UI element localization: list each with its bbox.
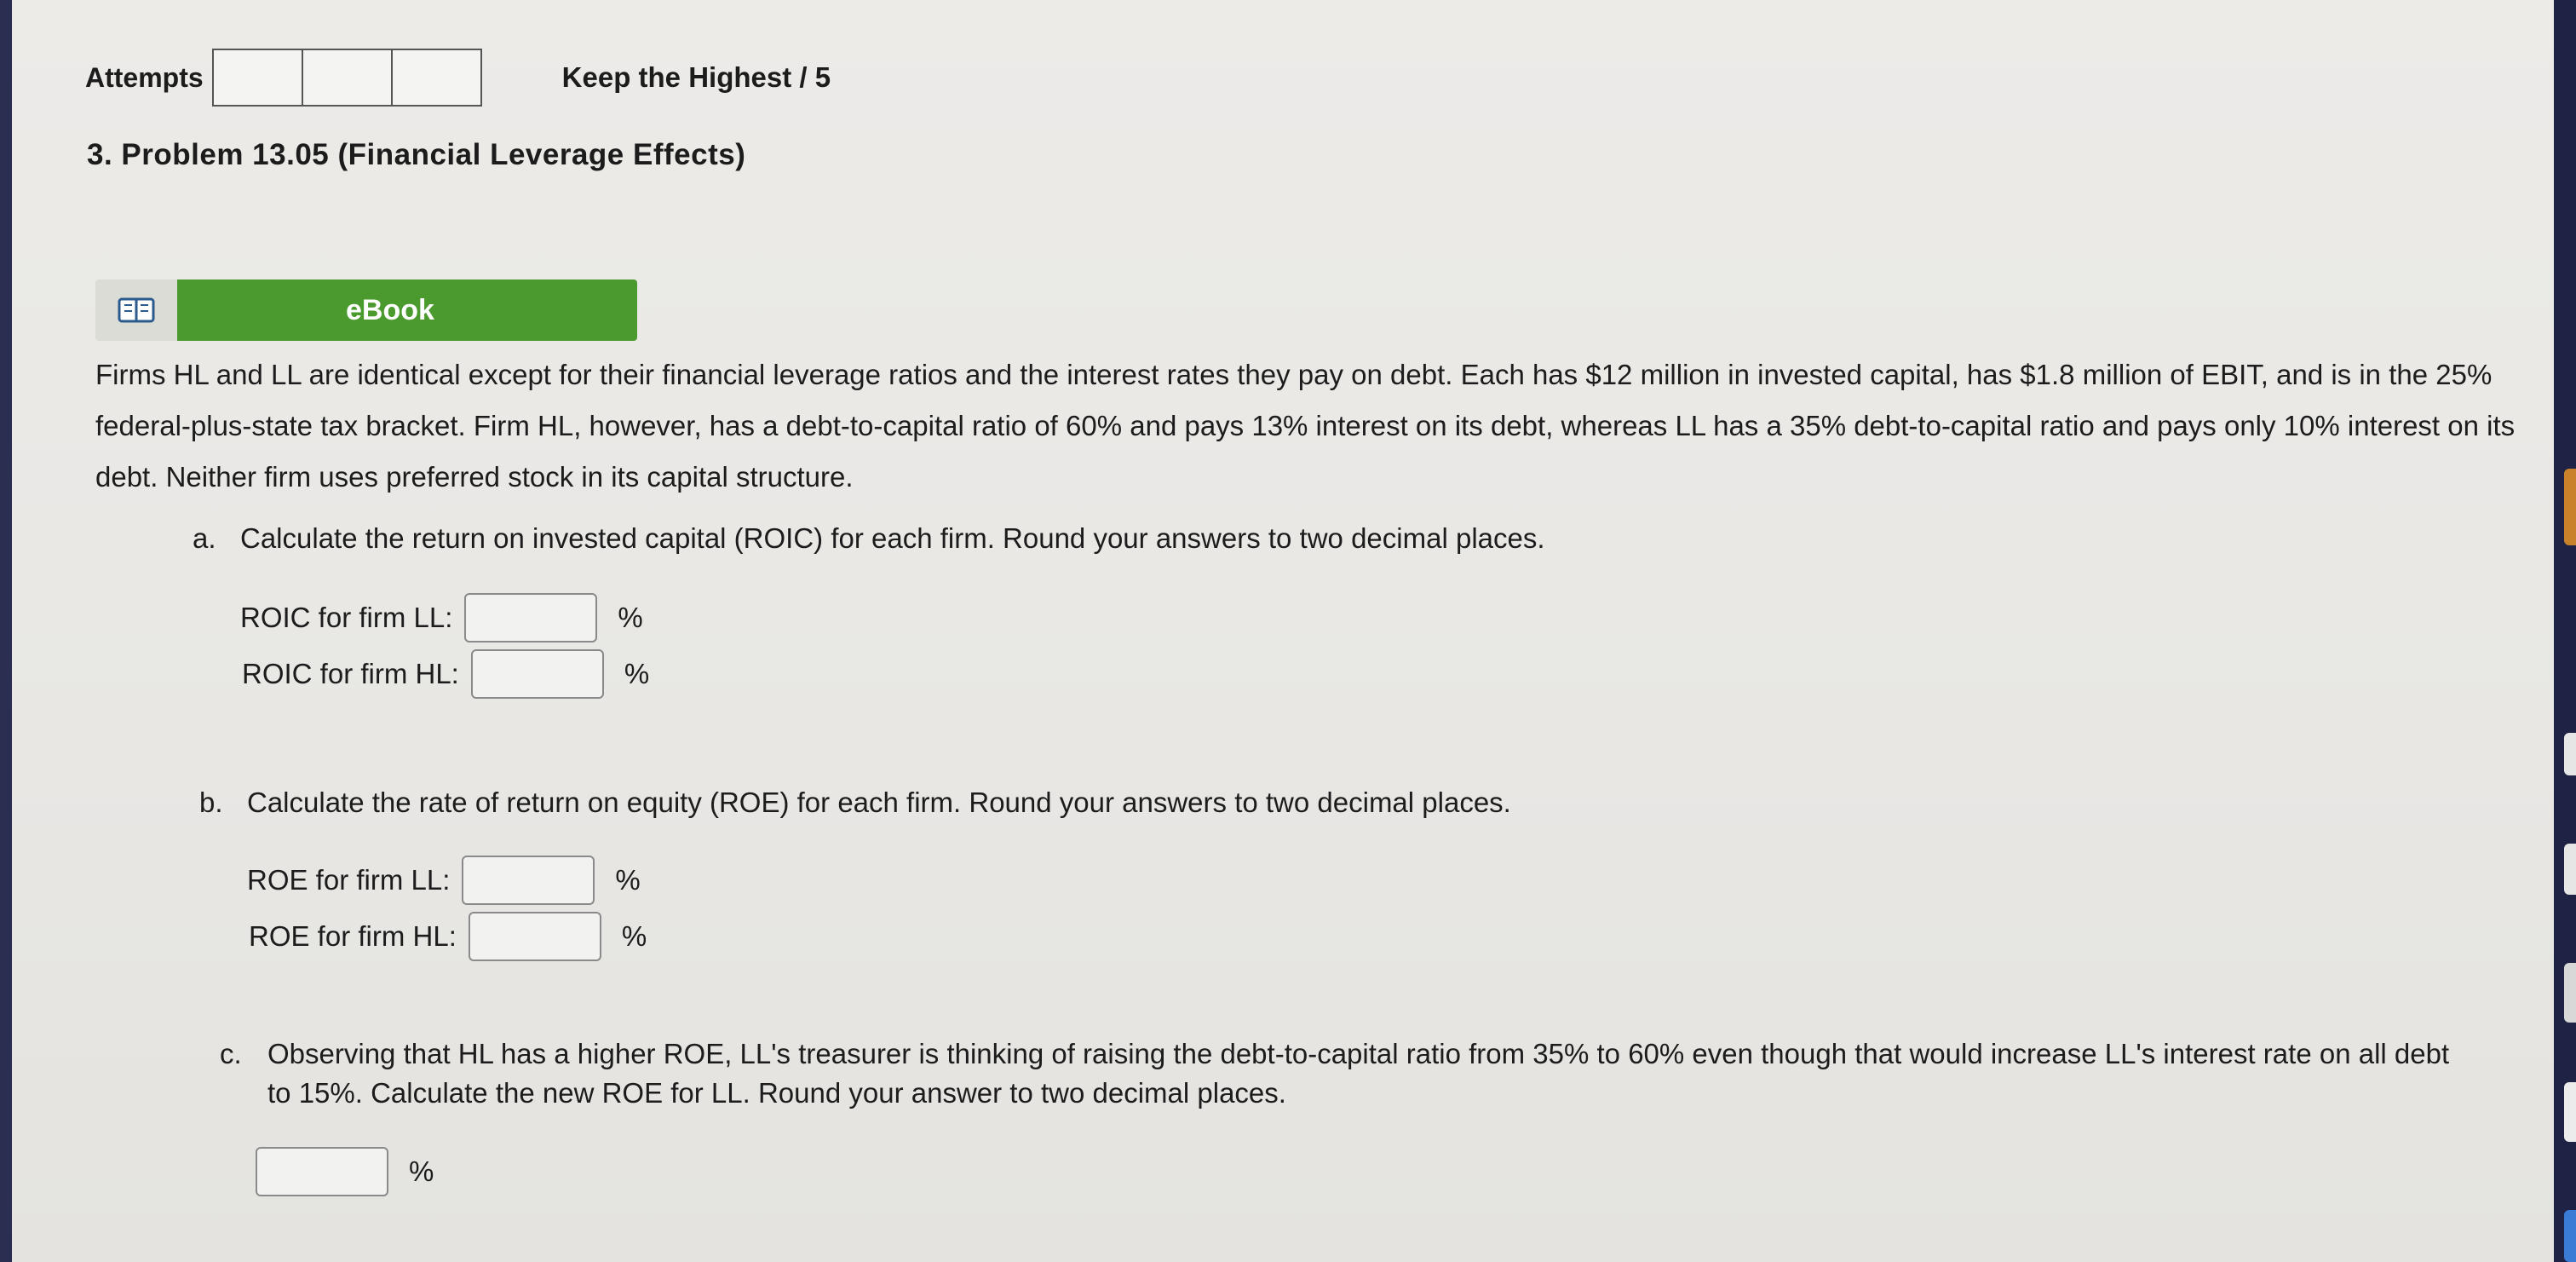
- roe-ll-label: ROE for firm LL:: [247, 864, 451, 896]
- roe-ll-input[interactable]: [462, 856, 595, 905]
- book-icon: [95, 279, 177, 341]
- side-tab: [2564, 844, 2576, 895]
- part-a-letter: a.: [193, 522, 216, 554]
- attempt-box: [303, 50, 393, 105]
- side-tab: [2564, 469, 2576, 545]
- roic-ll-label: ROIC for firm LL:: [240, 602, 453, 633]
- attempt-box: [214, 50, 303, 105]
- percent-unit: %: [621, 920, 647, 952]
- part-a-text: Calculate the return on invested capital (ROIC) for each firm. Round your answers to two decimal places.: [240, 522, 1545, 554]
- problem-title: 3. Problem 13.05 (Financial Leverage Effects): [87, 138, 746, 171]
- part-c-question: [220, 1034, 2469, 1113]
- part-b-question: [199, 784, 1511, 821]
- attempts-row: [85, 48, 831, 107]
- part-b-text: Calculate the rate of return on equity (ROE) for each firm. Round your answers to two decimal places.: [247, 787, 1511, 818]
- right-window-edge: [2554, 0, 2576, 1262]
- percent-unit: %: [409, 1155, 434, 1187]
- roic-ll-input[interactable]: [464, 593, 597, 643]
- attempts-label: Attempts: [85, 61, 204, 93]
- ebook-button[interactable]: [95, 279, 637, 341]
- percent-unit: %: [624, 658, 650, 689]
- part-b-letter: b.: [199, 787, 223, 818]
- roic-ll-row: [240, 590, 643, 646]
- percent-unit: %: [618, 602, 643, 633]
- side-tab: [2564, 733, 2576, 775]
- ebook-label: eBook: [177, 279, 637, 341]
- attempt-boxes: [212, 49, 482, 107]
- part-c-text: Observing that HL has a higher ROE, LL's treasurer is thinking of raising the debt-to-capital ratio from 35% to 60% even though that would increase LL's interest rate on all debt to 15%. Calculate the new ROE for LL. Round your answer to two decimal places.: [267, 1038, 2450, 1109]
- new-roe-row: [256, 1144, 434, 1200]
- roic-hl-row: [242, 646, 649, 702]
- side-tab: [2564, 1210, 2576, 1262]
- roe-hl-input[interactable]: [469, 912, 601, 961]
- roe-hl-label: ROE for firm HL:: [249, 920, 457, 952]
- problem-statement: Firms HL and LL are identical except for their financial leverage ratios and the interest rates they pay on debt. Each has $12 million in invested capital, has $1.8 million of EBIT, and is in the 25% federal-plus-state tax bracket. Firm HL, however, has a debt-to-capital ratio of 60% and pays 13% interest on its debt, whereas LL has a 35% debt-to-capital ratio and pays only 10% interest on its debt. Neither firm uses preferred stock in its capital structure.: [95, 359, 2516, 493]
- side-tab: [2564, 1082, 2576, 1142]
- side-tab: [2564, 963, 2576, 1023]
- percent-unit: %: [615, 864, 641, 896]
- part-a-question: [193, 520, 1545, 557]
- left-window-edge: [0, 0, 12, 1262]
- roic-hl-input[interactable]: [471, 649, 604, 699]
- roe-hl-row: [249, 908, 647, 965]
- part-c-letter: c.: [220, 1038, 242, 1069]
- attempt-box: [393, 50, 480, 105]
- roic-hl-label: ROIC for firm HL:: [242, 658, 459, 689]
- assignment-page: [12, 0, 2554, 1262]
- keep-highest-text: Keep the Highest / 5: [561, 61, 831, 93]
- new-roe-ll-input[interactable]: [256, 1147, 388, 1196]
- roe-ll-row: [247, 852, 641, 908]
